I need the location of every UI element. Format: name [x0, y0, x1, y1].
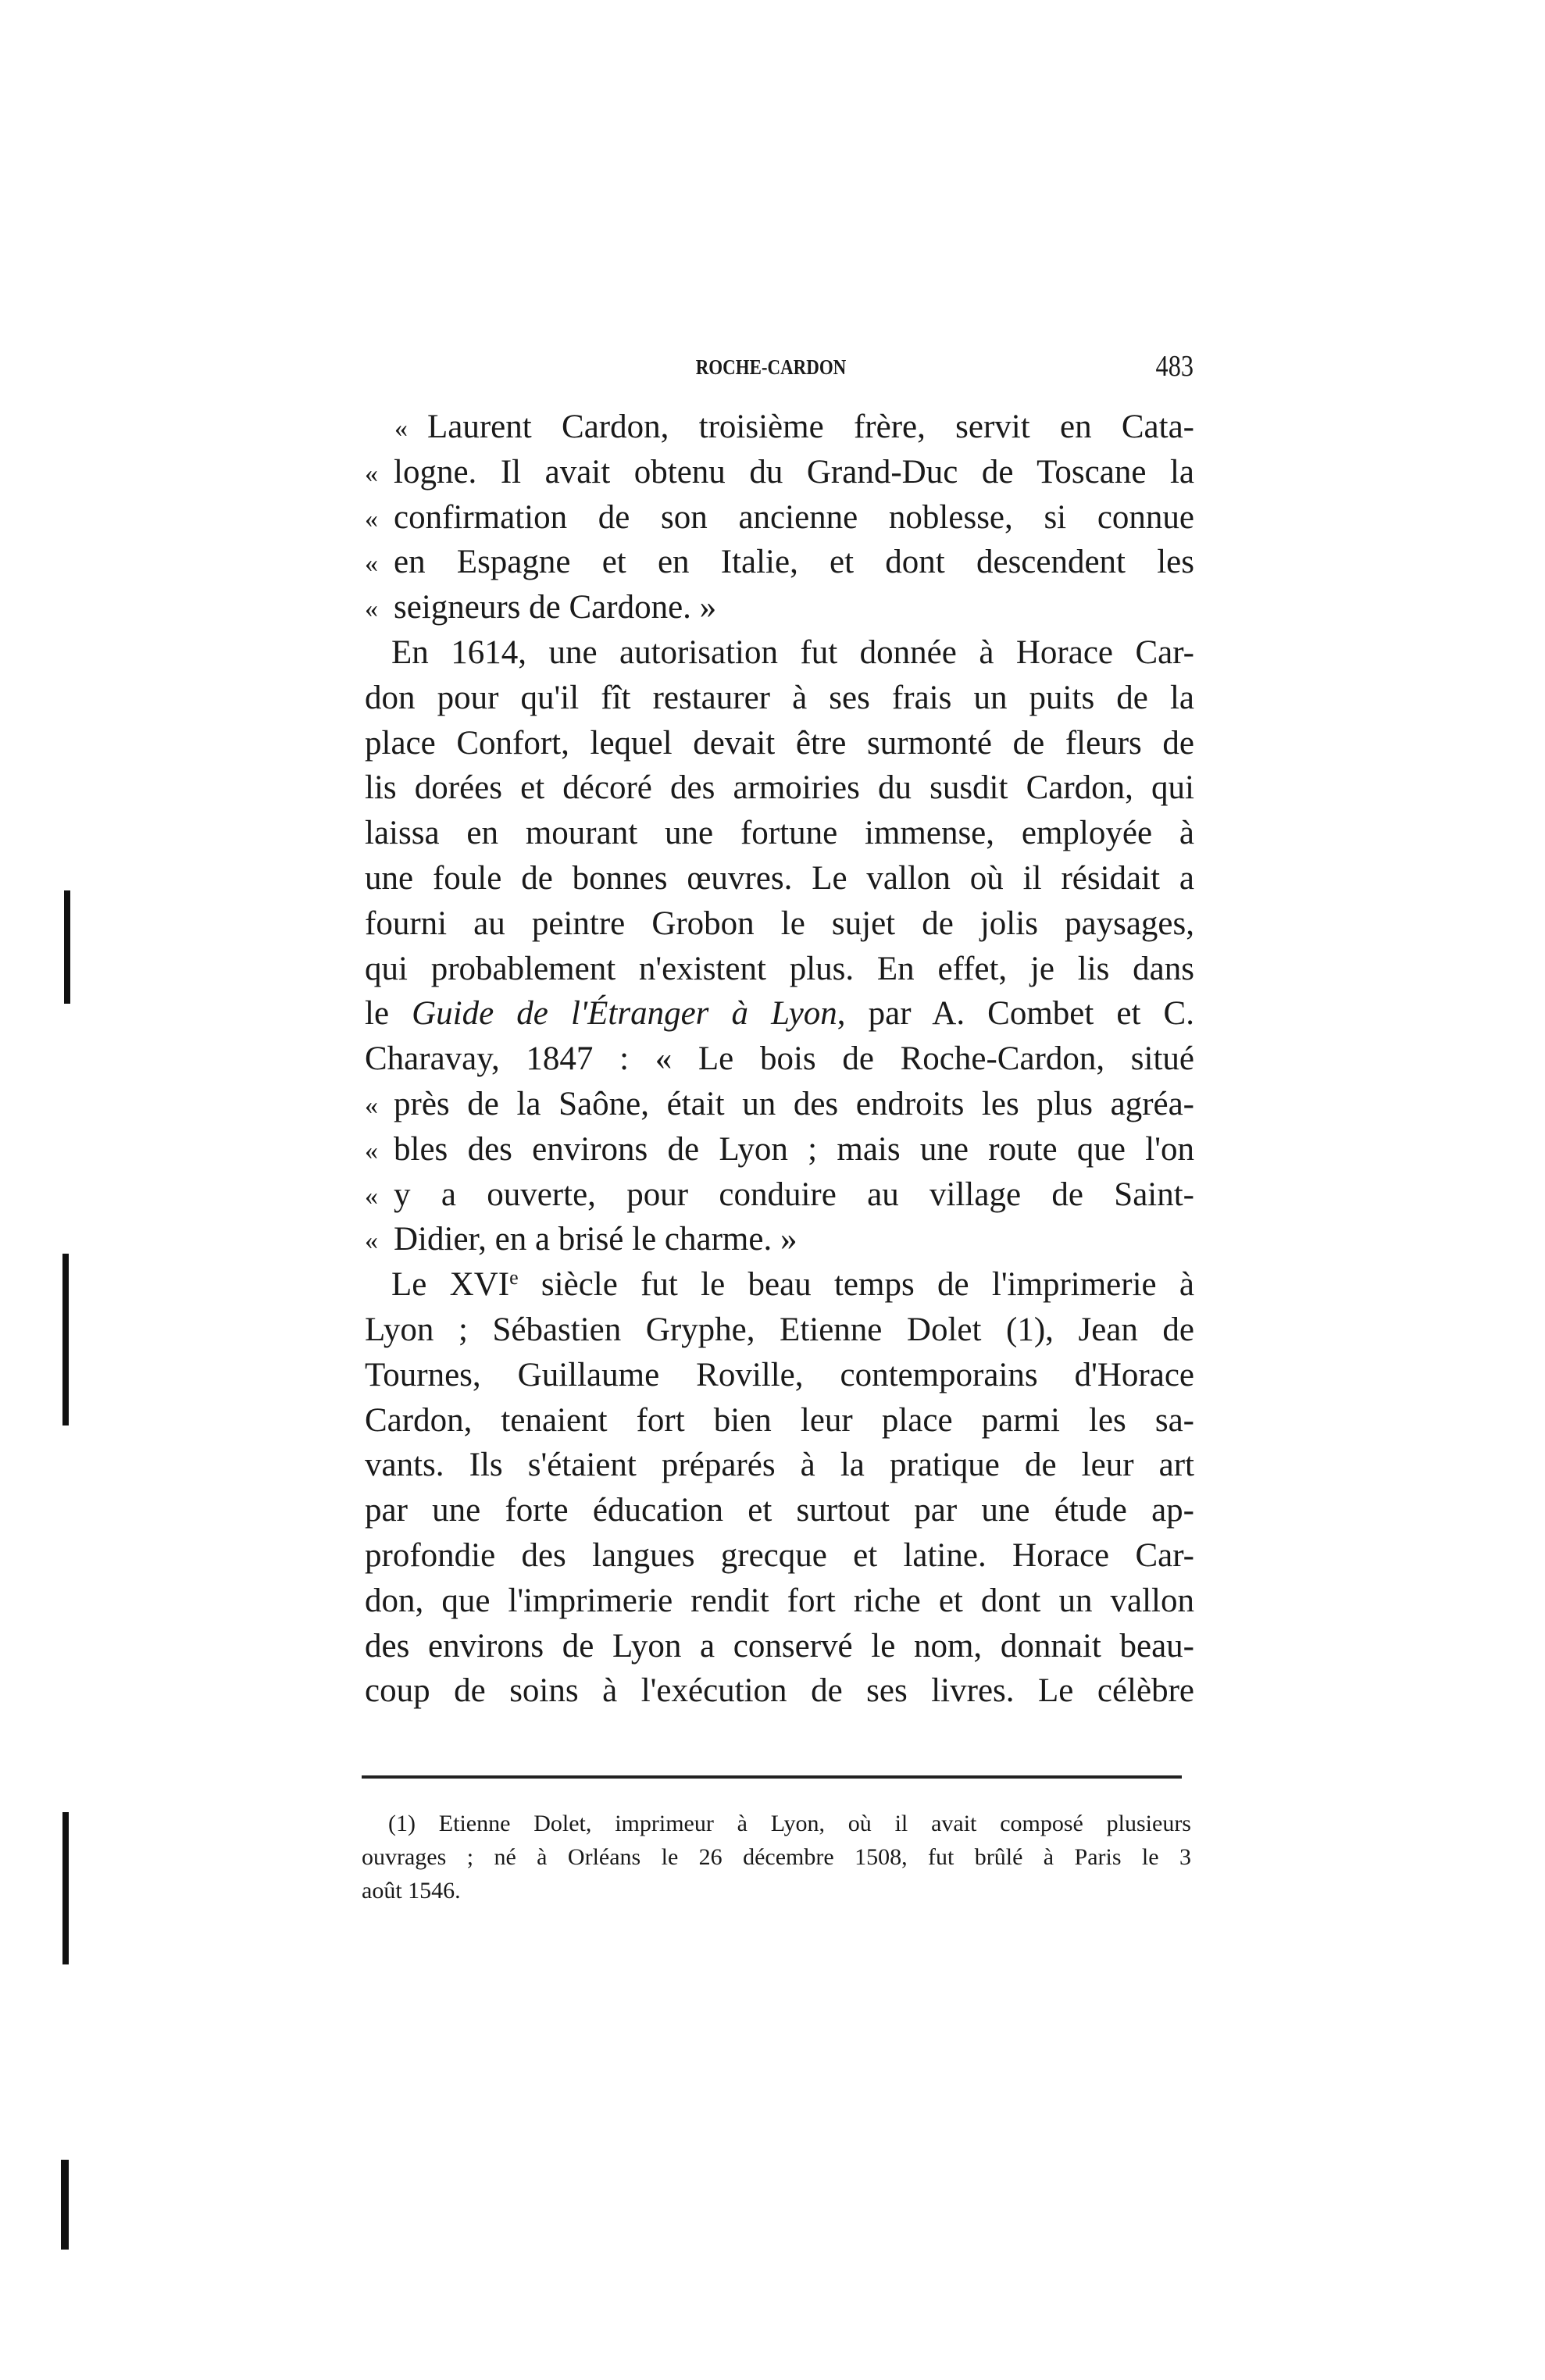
text-segment: Charavay, 1847 : « Le bois de Roche-Cardon, situé [365, 1040, 1194, 1078]
text-segment: des environs de Lyon a conservé le nom, donnait beau- [365, 1627, 1194, 1665]
text-segment: Lyon ; Sébastien Gryphe, Etienne Dolet (1), Jean de [365, 1311, 1194, 1348]
footnote-divider [362, 1775, 1182, 1779]
line-text [394, 585, 1194, 630]
quote-mark: « [365, 1226, 378, 1256]
text-segment: Cardon, tenaient fort bien leur place parmi les sa- [365, 1401, 1194, 1439]
line-text [365, 765, 1194, 811]
quote-mark: « [365, 549, 378, 579]
line-text [365, 721, 1194, 766]
text-line [365, 1398, 1194, 1443]
text-line [365, 495, 1194, 541]
text-segment: le [365, 995, 412, 1033]
line-text [394, 495, 1194, 541]
text-line [365, 1668, 1194, 1714]
text-line [365, 540, 1194, 585]
quote-mark: « [394, 414, 408, 443]
line-text [394, 1217, 1194, 1262]
text-segment: confirmation de son ancienne noblesse, si connue [394, 498, 1194, 536]
page-number: 483 [1155, 350, 1194, 383]
text-segment: près de la Saône, était un des endroits les plus agréa- [394, 1085, 1194, 1122]
text-line [365, 1624, 1194, 1669]
text-segment: vants. Ils s'étaient préparés à la pratique de leur art [365, 1447, 1194, 1484]
footnote-line: ouvrages ; né à Orléans le 26 décembre 1508, fut brûlé à Paris le 3 [362, 1844, 1191, 1870]
body-text [365, 405, 1194, 1714]
scan-edge-mark [64, 890, 70, 1004]
line-text [365, 676, 1194, 721]
text-segment: don, que l'imprimerie rendit fort riche et dont un vallon [365, 1582, 1194, 1619]
line-text [365, 1579, 1194, 1624]
text-segment: En 1614, une autorisation fut donnée à Horace Car- [391, 633, 1194, 671]
text-line [365, 721, 1194, 766]
line-text [365, 1037, 1194, 1082]
line-text [365, 1624, 1194, 1669]
text-segment: Laurent Cardon, troisième frère, servit en Cata- [427, 409, 1194, 445]
text-segment: place Confort, lequel devait être surmonté de fleurs de [365, 724, 1194, 762]
text-line [365, 1217, 1194, 1262]
text-segment: fourni au peintre Grobon le sujet de jolis paysages, [365, 905, 1194, 942]
text-line [365, 1037, 1194, 1082]
text-line [365, 1262, 1194, 1308]
scan-edge-mark [62, 1254, 69, 1426]
text-line [365, 676, 1194, 721]
quote-mark: « [365, 1136, 378, 1165]
text-segment: Didier, en a brisé le charme. » [394, 1221, 797, 1258]
line-text [365, 1353, 1194, 1398]
text-segment: don pour qu'il fît restaurer à ses frais un puits de la [365, 679, 1194, 716]
text-segment: qui probablement n'existent plus. En effet, je lis dans [365, 950, 1194, 987]
text-line [365, 856, 1194, 901]
text-line [365, 901, 1194, 947]
line-text [394, 1127, 1194, 1172]
running-header-title: ROCHE-CARDON [695, 355, 847, 379]
text-line [365, 1172, 1194, 1218]
text-line [365, 1127, 1194, 1172]
line-text [427, 405, 1194, 450]
line-text [365, 991, 1194, 1037]
line-text [365, 1488, 1194, 1533]
line-text [394, 540, 1194, 585]
line-text [394, 450, 1194, 495]
text-line [365, 1488, 1194, 1533]
footnote-line: août 1546. [362, 1878, 461, 1904]
text-line [365, 811, 1194, 856]
text-line [365, 1082, 1194, 1127]
line-text [365, 1443, 1194, 1488]
text-line [365, 1579, 1194, 1624]
quote-mark: « [365, 594, 378, 624]
line-text [394, 1172, 1194, 1218]
line-text [365, 856, 1194, 901]
text-line [365, 947, 1194, 992]
text-segment: par une forte éducation et surtout par une étude ap- [365, 1492, 1194, 1529]
line-text [365, 1533, 1194, 1579]
text-line [365, 450, 1194, 495]
italic-title: Guide de l'Étranger à Lyon [412, 995, 837, 1033]
scan-edge-mark [62, 1812, 69, 1964]
line-text [365, 1398, 1194, 1443]
quote-mark: « [365, 504, 378, 533]
text-segment: une foule de bonnes œuvres. Le vallon où il résidait a [365, 859, 1194, 897]
text-segment: siècle fut le beau temps de l'imprimerie à [518, 1266, 1194, 1304]
quote-mark: « [365, 1090, 378, 1120]
text-line [365, 765, 1194, 811]
line-text [365, 947, 1194, 992]
text-segment: laissa en mourant une fortune immense, employée à [365, 815, 1194, 852]
text-segment: Tournes, Guillaume Roville, contemporains d'Horace [365, 1356, 1194, 1393]
line-text [391, 1262, 1194, 1308]
text-segment: seigneurs de Cardone. » [394, 589, 717, 626]
line-text [365, 1668, 1194, 1714]
superscript: e [509, 1266, 519, 1290]
text-line [365, 991, 1194, 1037]
quote-mark: « [365, 459, 378, 488]
text-line [365, 1353, 1194, 1398]
line-text [365, 901, 1194, 947]
text-line [365, 1443, 1194, 1488]
text-segment: bles des environs de Lyon ; mais une route que l'on [394, 1130, 1194, 1168]
line-text [394, 1082, 1194, 1127]
quote-mark: « [365, 1181, 378, 1211]
line-text [365, 1308, 1194, 1353]
line-text [391, 630, 1194, 676]
text-line [365, 585, 1194, 630]
line-text [365, 811, 1194, 856]
text-segment: logne. Il avait obtenu du Grand-Duc de Toscane la [394, 453, 1194, 491]
text-line [365, 630, 1194, 676]
text-segment: Le XVI [391, 1266, 510, 1304]
text-segment: lis dorées et décoré des armoiries du susdit Cardon, qui [365, 769, 1194, 807]
text-line [365, 1533, 1194, 1579]
scan-edge-mark [61, 2160, 69, 2250]
text-segment: coup de soins à l'exécution de ses livres. Le célèbre [365, 1672, 1194, 1710]
text-line [365, 405, 1194, 450]
footnote-line: (1) Etienne Dolet, imprimeur à Lyon, où il avait composé plusieurs [388, 1811, 1191, 1836]
text-segment: profondie des langues grecque et latine. Horace Car- [365, 1536, 1194, 1574]
footnote [362, 1807, 1191, 1907]
text-segment: , par A. Combet et C. [837, 995, 1194, 1033]
text-segment: en Espagne et en Italie, et dont descendent les [394, 544, 1194, 581]
text-segment: y a ouverte, pour conduire au village de Saint- [394, 1176, 1194, 1213]
text-line [365, 1308, 1194, 1353]
